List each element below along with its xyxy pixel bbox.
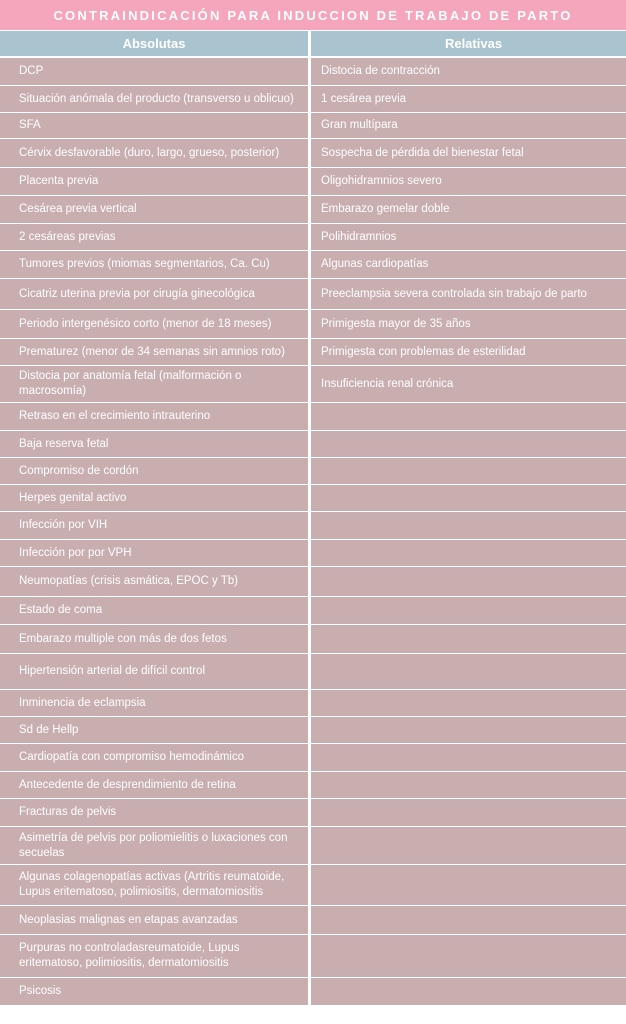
table-row [0, 654, 626, 690]
table-row [0, 403, 626, 431]
table-row [0, 799, 626, 827]
cell-relativa: Polihidramnios [311, 224, 626, 251]
cell-absoluta: Purpuras no controladasreumatoide, Lupus eritematoso, polimiositis, dermatomiositis [0, 935, 308, 978]
cell-relativa [311, 512, 626, 540]
table-row [0, 139, 626, 168]
table-row [0, 744, 626, 772]
cell-absoluta: Algunas colagenopatías activas (Artritis reumatoide, Lupus eritematoso, polimiositis, dermatomiositis [0, 865, 308, 906]
cell-relativa [311, 827, 626, 865]
cell-relativa [311, 567, 626, 597]
cell-absoluta: SFA [0, 113, 308, 139]
cell-absoluta: DCP [0, 58, 308, 86]
table-row [0, 772, 626, 799]
cell-absoluta: Situación anómala del producto (transverso u oblicuo) [0, 86, 308, 113]
table-row [0, 978, 626, 1006]
cell-relativa [311, 906, 626, 935]
cell-relativa: 1 cesárea previa [311, 86, 626, 113]
cell-absoluta: Antecedente de desprendimiento de retina [0, 772, 308, 799]
table-row [0, 86, 626, 113]
cell-relativa [311, 772, 626, 799]
cell-absoluta: Infección por VIH [0, 512, 308, 540]
table-row [0, 485, 626, 512]
cell-absoluta: Baja reserva fetal [0, 431, 308, 458]
cell-absoluta: Hipertensión arterial de difícil control [0, 654, 308, 690]
cell-relativa [311, 690, 626, 717]
table-header-row [0, 31, 626, 58]
cell-absoluta: Tumores previos (miomas segmentarios, Ca. Cu) [0, 251, 308, 279]
cell-absoluta: Neoplasias malignas en etapas avanzadas [0, 906, 308, 935]
cell-relativa [311, 431, 626, 458]
cell-relativa: Algunas cardiopatías [311, 251, 626, 279]
cell-relativa [311, 625, 626, 654]
cell-absoluta: Fracturas de pelvis [0, 799, 308, 827]
cell-absoluta: Cérvix desfavorable (duro, largo, grueso, posterior) [0, 139, 308, 168]
table-row [0, 224, 626, 251]
table-row [0, 458, 626, 485]
cell-absoluta: Neumopatías (crisis asmática, EPOC y Tb) [0, 567, 308, 597]
column-header-relativas: Relativas [311, 31, 626, 58]
table-row [0, 168, 626, 196]
table-row [0, 597, 626, 625]
cell-relativa: Primigesta con problemas de esterilidad [311, 339, 626, 366]
cell-absoluta: Periodo intergenésico corto (menor de 18 meses) [0, 310, 308, 339]
table-row [0, 279, 626, 310]
cell-absoluta: Inminencia de eclampsia [0, 690, 308, 717]
cell-absoluta: Distocia por anatomía fetal (malformación o macrosomía) [0, 366, 308, 403]
cell-absoluta: Infección por por VPH [0, 540, 308, 567]
cell-relativa [311, 935, 626, 978]
table-row [0, 512, 626, 540]
cell-relativa [311, 597, 626, 625]
cell-absoluta: Prematurez (menor de 34 semanas sin amnios roto) [0, 339, 308, 366]
cell-absoluta: Cardiopatía con compromiso hemodinámico [0, 744, 308, 772]
cell-absoluta: Psicosis [0, 978, 308, 1006]
page-title: CONTRAINDICACIÓN PARA INDUCCION DE TRABAJO DE PARTO [0, 0, 626, 30]
cell-absoluta: Herpes genital activo [0, 485, 308, 512]
cell-absoluta: Asimetría de pelvis por poliomielitis o luxaciones con secuelas [0, 827, 308, 865]
cell-relativa: Sospecha de pérdida del bienestar fetal [311, 139, 626, 168]
table-row [0, 113, 626, 139]
cell-absoluta: Compromiso de cordón [0, 458, 308, 485]
cell-absoluta: Estado de coma [0, 597, 308, 625]
cell-relativa [311, 403, 626, 431]
column-header-absolutas: Absolutas [0, 31, 308, 58]
table-row [0, 827, 626, 865]
table-row [0, 935, 626, 978]
cell-relativa: Distocia de contracción [311, 58, 626, 86]
table-row [0, 625, 626, 654]
cell-absoluta: Embarazo multiple con más de dos fetos [0, 625, 308, 654]
contraindications-table [0, 31, 626, 1024]
cell-relativa [311, 744, 626, 772]
table-row [0, 431, 626, 458]
cell-relativa: Preeclampsia severa controlada sin trabajo de parto [311, 279, 626, 310]
cell-relativa: Oligohidramnios severo [311, 168, 626, 196]
cell-relativa [311, 540, 626, 567]
cell-absoluta: Cesárea previa vertical [0, 196, 308, 224]
cell-relativa: Insuficiencia renal crónica [311, 366, 626, 403]
cell-relativa: Primigesta mayor de 35 años [311, 310, 626, 339]
cell-relativa: Gran multípara [311, 113, 626, 139]
cell-relativa [311, 865, 626, 906]
table-row [0, 339, 626, 366]
cell-relativa [311, 799, 626, 827]
table-row [0, 251, 626, 279]
cell-relativa [311, 485, 626, 512]
cell-absoluta: Sd de Hellp [0, 717, 308, 744]
cell-absoluta: 2 cesáreas previas [0, 224, 308, 251]
table-row [0, 196, 626, 224]
cell-absoluta: Placenta previa [0, 168, 308, 196]
table-row [0, 58, 626, 86]
table-row [0, 310, 626, 339]
cell-absoluta: Retraso en el crecimiento intrauterino [0, 403, 308, 431]
table-row [0, 865, 626, 906]
table-row [0, 717, 626, 744]
table-row [0, 906, 626, 935]
cell-relativa [311, 978, 626, 1006]
cell-relativa [311, 717, 626, 744]
cell-relativa: Embarazo gemelar doble [311, 196, 626, 224]
cell-relativa [311, 654, 626, 690]
cell-relativa [311, 458, 626, 485]
table-body [0, 58, 626, 1006]
table-row [0, 540, 626, 567]
table-row [0, 690, 626, 717]
table-row [0, 366, 626, 403]
cell-absoluta: Cicatriz uterina previa por cirugía ginecológica [0, 279, 308, 310]
table-row [0, 567, 626, 597]
